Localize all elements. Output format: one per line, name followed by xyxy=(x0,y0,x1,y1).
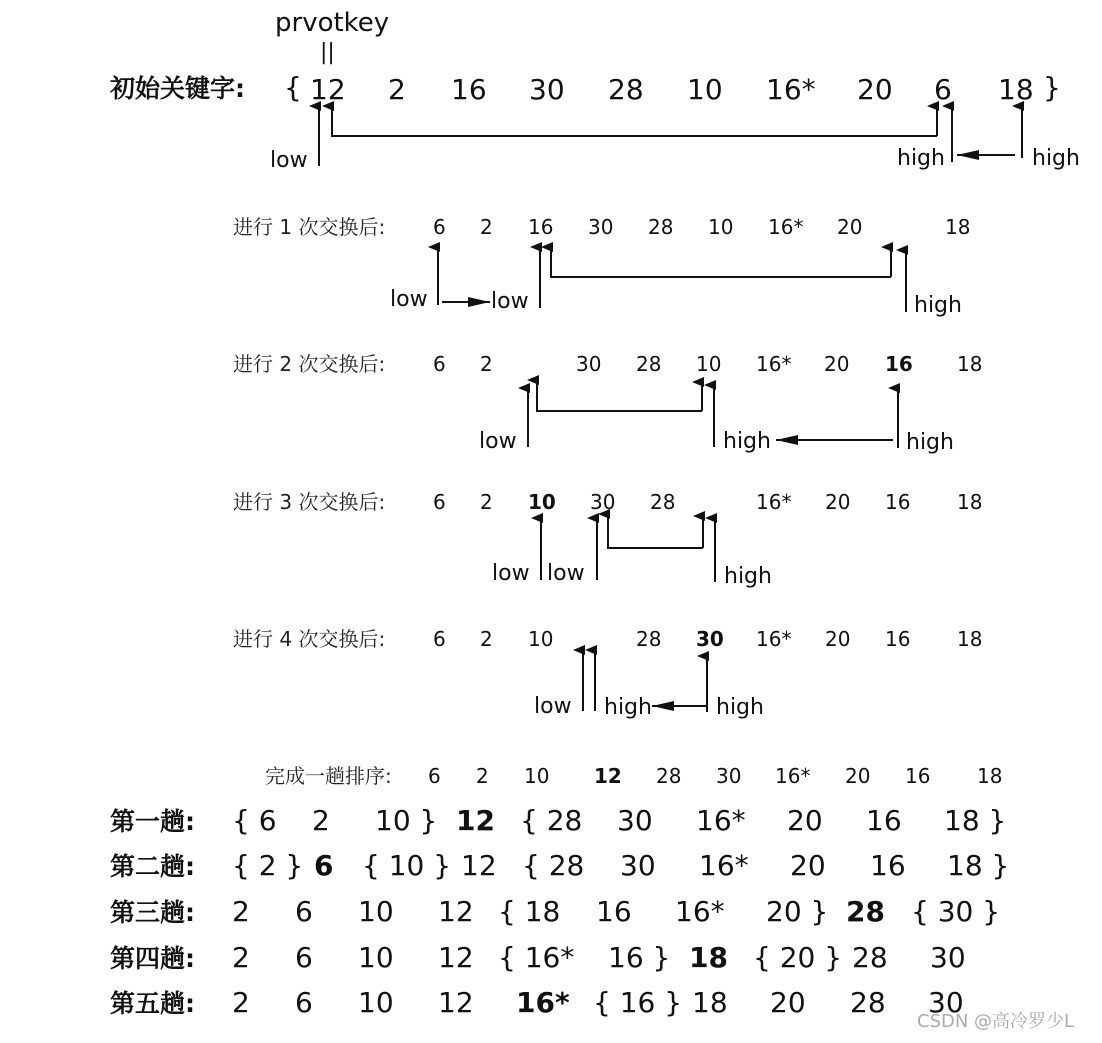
pass-value: 12 xyxy=(438,895,474,928)
initial-value: 2 xyxy=(388,73,406,106)
swap-row-value: 16* xyxy=(756,490,792,514)
swap3-swap-bracket xyxy=(608,514,703,548)
swap-row-value: 20 xyxy=(824,352,850,376)
pass-value: 18 } xyxy=(947,849,1010,882)
pass-value: 20 xyxy=(770,986,806,1019)
pass-value: 28 xyxy=(850,986,886,1019)
pass-label: 第四趟: xyxy=(110,944,195,973)
swap-row-value: 2 xyxy=(480,490,493,514)
pass-value: { 2 } xyxy=(232,849,304,882)
swap-pointer-label: high xyxy=(724,564,772,589)
pass-value: 6 xyxy=(295,895,313,928)
pass-value: 2 xyxy=(312,804,330,837)
swap-row-value: 16 xyxy=(885,352,913,376)
swap-pointer-label: low xyxy=(547,561,585,586)
complete-value: 10 xyxy=(524,764,550,788)
swap-row-value: 6 xyxy=(433,627,446,651)
pass-value: 30 xyxy=(620,849,656,882)
pass-value: { 28 xyxy=(522,849,585,882)
pass-value: { 10 } xyxy=(362,849,452,882)
initial-open-brace: { xyxy=(284,71,302,104)
swap-row-value: 10 xyxy=(696,352,722,376)
pass-value: 18 xyxy=(689,941,728,974)
swap-row-value: 10 xyxy=(528,627,554,651)
pass-label: 第五趟: xyxy=(110,989,195,1018)
pass-value: { 18 xyxy=(498,895,561,928)
swap-row-value: 20 xyxy=(825,627,851,651)
pass-value: 20 } xyxy=(766,895,829,928)
complete-value: 28 xyxy=(656,764,682,788)
pass-label: 第二趟: xyxy=(110,852,195,881)
swap-row-value: 18 xyxy=(945,215,971,239)
pass-value: 2 xyxy=(232,986,250,1019)
swap2-swap-bracket xyxy=(537,380,702,411)
pass-value: 6 xyxy=(295,986,313,1019)
swap-row-value: 28 xyxy=(648,215,674,239)
swap1-swap-bracket xyxy=(551,247,891,277)
pass-value: 10 xyxy=(358,986,394,1019)
pass-value: 2 xyxy=(232,895,250,928)
pass-value: 16* xyxy=(516,986,570,1019)
pivot-marker: || xyxy=(320,40,335,65)
pass-value: { 6 xyxy=(232,804,277,837)
swap-row-value: 6 xyxy=(433,352,446,376)
swap-pointer-label: high xyxy=(604,695,652,720)
initial-value: 16 xyxy=(451,73,487,106)
pass-value: 20 xyxy=(787,804,823,837)
swap-pointer-label: high xyxy=(723,429,771,454)
swap-row-value: 28 xyxy=(636,352,662,376)
swap-row-value: 30 xyxy=(588,215,614,239)
pass-value: 30 xyxy=(928,986,964,1019)
swap-row-label: 进行 4 次交换后: xyxy=(233,627,386,651)
swap-row-value: 18 xyxy=(957,490,983,514)
initial-value: 20 xyxy=(857,73,893,106)
pass-value: 16 xyxy=(870,849,906,882)
pass-value: 6 xyxy=(314,849,334,882)
pass-value: { 28 xyxy=(520,804,583,837)
complete-label: 完成一趟排序: xyxy=(265,764,392,788)
swap-row-label: 进行 3 次交换后: xyxy=(233,490,386,514)
pass-value: 16 xyxy=(866,804,902,837)
complete-value: 30 xyxy=(716,764,742,788)
swap-row-value: 10 xyxy=(528,490,556,514)
pass-value: 10 xyxy=(358,895,394,928)
initial-high-label-b: high xyxy=(1032,146,1080,171)
pass-label: 第三趟: xyxy=(110,898,195,927)
swap-row-value: 20 xyxy=(825,490,851,514)
complete-value: 6 xyxy=(428,764,441,788)
pass-value: { 30 } xyxy=(911,895,1001,928)
pass-label: 第一趟: xyxy=(110,807,195,836)
pass-value: 20 xyxy=(790,849,826,882)
pass-value: 30 xyxy=(617,804,653,837)
swap-pointer-label: low xyxy=(492,561,530,586)
pass-value: 30 xyxy=(930,941,966,974)
pass-value: 10 xyxy=(358,941,394,974)
initial-value: 18 xyxy=(998,73,1034,106)
pass-value: 28 xyxy=(852,941,888,974)
pass-value: 12 xyxy=(456,804,495,837)
pass-value: 10 } xyxy=(375,804,438,837)
swap-row-value: 10 xyxy=(708,215,734,239)
initial-value: 6 xyxy=(934,73,952,106)
initial-value: 12 xyxy=(310,73,346,106)
pass-value: 2 xyxy=(232,941,250,974)
swap-pointer-label: low xyxy=(479,429,517,454)
pass-value: 16 xyxy=(596,895,632,928)
pass-value: 12 xyxy=(438,986,474,1019)
initial-high-label-a: high xyxy=(897,146,945,171)
complete-value: 16* xyxy=(775,764,811,788)
swap-pointer-label: high xyxy=(906,430,954,455)
pass-value: 18 } xyxy=(944,804,1007,837)
swap-pointer-label: high xyxy=(716,695,764,720)
swap-row-value: 6 xyxy=(433,215,446,239)
swap-row-value: 16 xyxy=(885,490,911,514)
watermark: CSDN @高冷罗少L xyxy=(917,1011,1075,1032)
pass-value: { 20 } xyxy=(753,941,843,974)
swap-row-value: 2 xyxy=(480,215,493,239)
swap-row-value: 18 xyxy=(957,627,983,651)
swap-row-value: 30 xyxy=(590,490,616,514)
pass-value: 28 xyxy=(846,895,885,928)
pass-value: 16* xyxy=(699,849,749,882)
swap-row-value: 16* xyxy=(756,352,792,376)
initial-value: 10 xyxy=(687,73,723,106)
swap-row-value: 30 xyxy=(576,352,602,376)
complete-value: 18 xyxy=(977,764,1003,788)
pass-value: 12 xyxy=(461,849,497,882)
swap-pointer-label: low xyxy=(390,287,428,312)
swap-row-value: 30 xyxy=(696,627,724,651)
pass-value: 16* xyxy=(675,895,725,928)
swap-row-value: 16 xyxy=(528,215,554,239)
initial-swap-bracket xyxy=(332,106,937,136)
swap-row-value: 28 xyxy=(650,490,676,514)
initial-value: 16* xyxy=(766,73,816,106)
swap-row-value: 16* xyxy=(768,215,804,239)
initial-value: 30 xyxy=(529,73,565,106)
swap-pointer-label: low xyxy=(491,289,529,314)
pass-value: 16 } xyxy=(608,941,671,974)
complete-value: 2 xyxy=(476,764,489,788)
swap-pointer-label: high xyxy=(914,293,962,318)
pass-value: 18 xyxy=(692,986,728,1019)
swap-pointer-label: low xyxy=(534,694,572,719)
initial-low-label: low xyxy=(270,148,308,173)
swap-row-value: 28 xyxy=(636,627,662,651)
pass-value: 12 xyxy=(438,941,474,974)
initial-close-brace: } xyxy=(1043,71,1061,104)
swap-row-value: 18 xyxy=(957,352,983,376)
complete-value: 20 xyxy=(845,764,871,788)
initial-value: 28 xyxy=(608,73,644,106)
complete-value: 16 xyxy=(905,764,931,788)
initial-label: 初始关键字: xyxy=(110,74,245,103)
swap-row-label: 进行 1 次交换后: xyxy=(233,215,386,239)
pass-value: { 16 } xyxy=(593,986,683,1019)
swap-row-value: 2 xyxy=(480,352,493,376)
swap-row-value: 2 xyxy=(480,627,493,651)
swap-row-label: 进行 2 次交换后: xyxy=(233,352,386,376)
swap-row-value: 20 xyxy=(837,215,863,239)
complete-value: 12 xyxy=(594,764,622,788)
swap-row-value: 16 xyxy=(885,627,911,651)
pass-value: 16* xyxy=(696,804,746,837)
swap-row-value: 16* xyxy=(756,627,792,651)
pass-value: 6 xyxy=(295,941,313,974)
pivot-label: prvotkey xyxy=(275,8,390,38)
swap-row-value: 6 xyxy=(433,490,446,514)
pass-value: { 16* xyxy=(498,941,575,974)
